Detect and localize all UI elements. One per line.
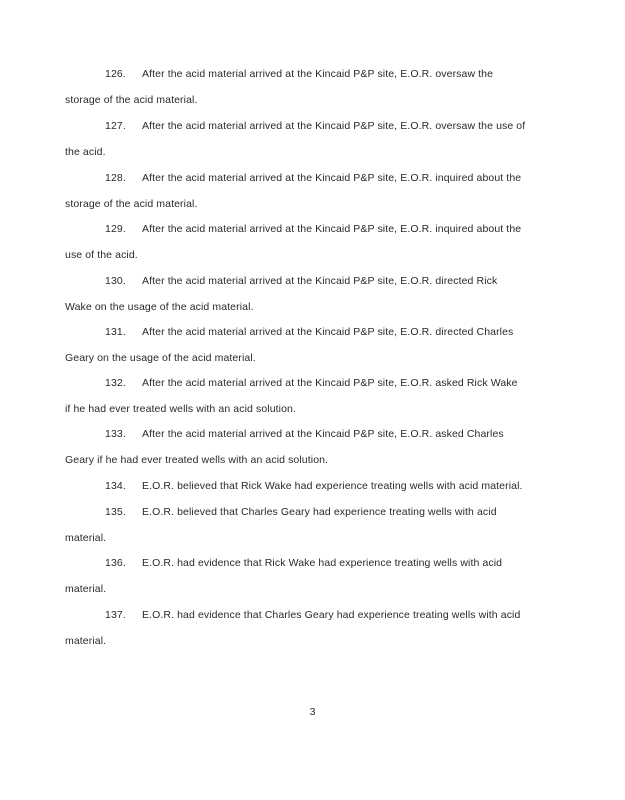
paragraph-131 <box>65 319 550 371</box>
paragraph-number: 133. <box>105 428 126 440</box>
paragraph-continuation: storage of the acid material. <box>65 198 198 210</box>
paragraph-number: 134. <box>105 480 126 492</box>
paragraph-continuation: Geary on the usage of the acid material. <box>65 352 256 364</box>
paragraph-text: After the acid material arrived at the Kincaid P&P site, E.O.R. asked Rick Wake <box>142 377 518 389</box>
paragraph-text: After the acid material arrived at the Kincaid P&P site, E.O.R. directed Charles <box>142 326 514 338</box>
paragraph-continuation: use of the acid. <box>65 249 138 261</box>
paragraph-text: E.O.R. had evidence that Rick Wake had experience treating wells with acid <box>142 557 503 569</box>
paragraph-text: After the acid material arrived at the Kincaid P&P site, E.O.R. inquired about the <box>142 172 522 184</box>
paragraph-136 <box>65 550 550 602</box>
paragraph-continuation: material. <box>65 635 107 647</box>
paragraph-continuation: Geary if he had ever treated wells with an acid solution. <box>65 454 329 466</box>
paragraph-continuation: Wake on the usage of the acid material. <box>65 301 254 313</box>
paragraph-continuation: material. <box>65 532 107 544</box>
paragraph-128 <box>65 165 550 217</box>
paragraph-number: 129. <box>105 223 126 235</box>
paragraph-text: After the acid material arrived at the Kincaid P&P site, E.O.R. asked Charles <box>142 428 504 440</box>
paragraph-continuation: the acid. <box>65 146 106 158</box>
paragraph-text: E.O.R. had evidence that Charles Geary had experience treating wells with acid <box>142 609 521 621</box>
paragraph-number: 130. <box>105 275 126 287</box>
paragraph-text: After the acid material arrived at the Kincaid P&P site, E.O.R. oversaw the use of <box>142 120 526 132</box>
paragraph-text: After the acid material arrived at the Kincaid P&P site, E.O.R. inquired about the <box>142 223 522 235</box>
paragraph-continuation: if he had ever treated wells with an acid solution. <box>65 403 296 415</box>
paragraph-number: 131. <box>105 326 126 338</box>
paragraph-number: 126. <box>105 68 126 80</box>
paragraph-number: 136. <box>105 557 126 569</box>
paragraph-137 <box>65 602 550 654</box>
paragraph-number: 135. <box>105 506 126 518</box>
paragraph-number: 132. <box>105 377 126 389</box>
paragraph-130 <box>65 268 550 320</box>
paragraph-continuation: storage of the acid material. <box>65 94 198 106</box>
paragraph-127 <box>65 113 550 165</box>
paragraph-text: E.O.R. believed that Rick Wake had experience treating wells with acid material. <box>142 480 523 492</box>
paragraph-126 <box>65 61 550 113</box>
paragraph-135 <box>65 499 550 551</box>
paragraph-text: After the acid material arrived at the Kincaid P&P site, E.O.R. directed Rick <box>142 275 498 287</box>
paragraph-133 <box>65 421 550 473</box>
paragraph-132 <box>65 370 550 422</box>
paragraph-134 <box>65 473 550 499</box>
paragraph-text: E.O.R. believed that Charles Geary had experience treating wells with acid <box>142 506 497 518</box>
paragraph-number: 128. <box>105 172 126 184</box>
paragraph-number: 137. <box>105 609 126 621</box>
paragraph-129 <box>65 216 550 268</box>
paragraph-continuation: material. <box>65 583 107 595</box>
paragraph-number: 127. <box>105 120 126 132</box>
paragraph-text: After the acid material arrived at the Kincaid P&P site, E.O.R. oversaw the <box>142 68 494 80</box>
page-number: 3 <box>309 706 316 718</box>
